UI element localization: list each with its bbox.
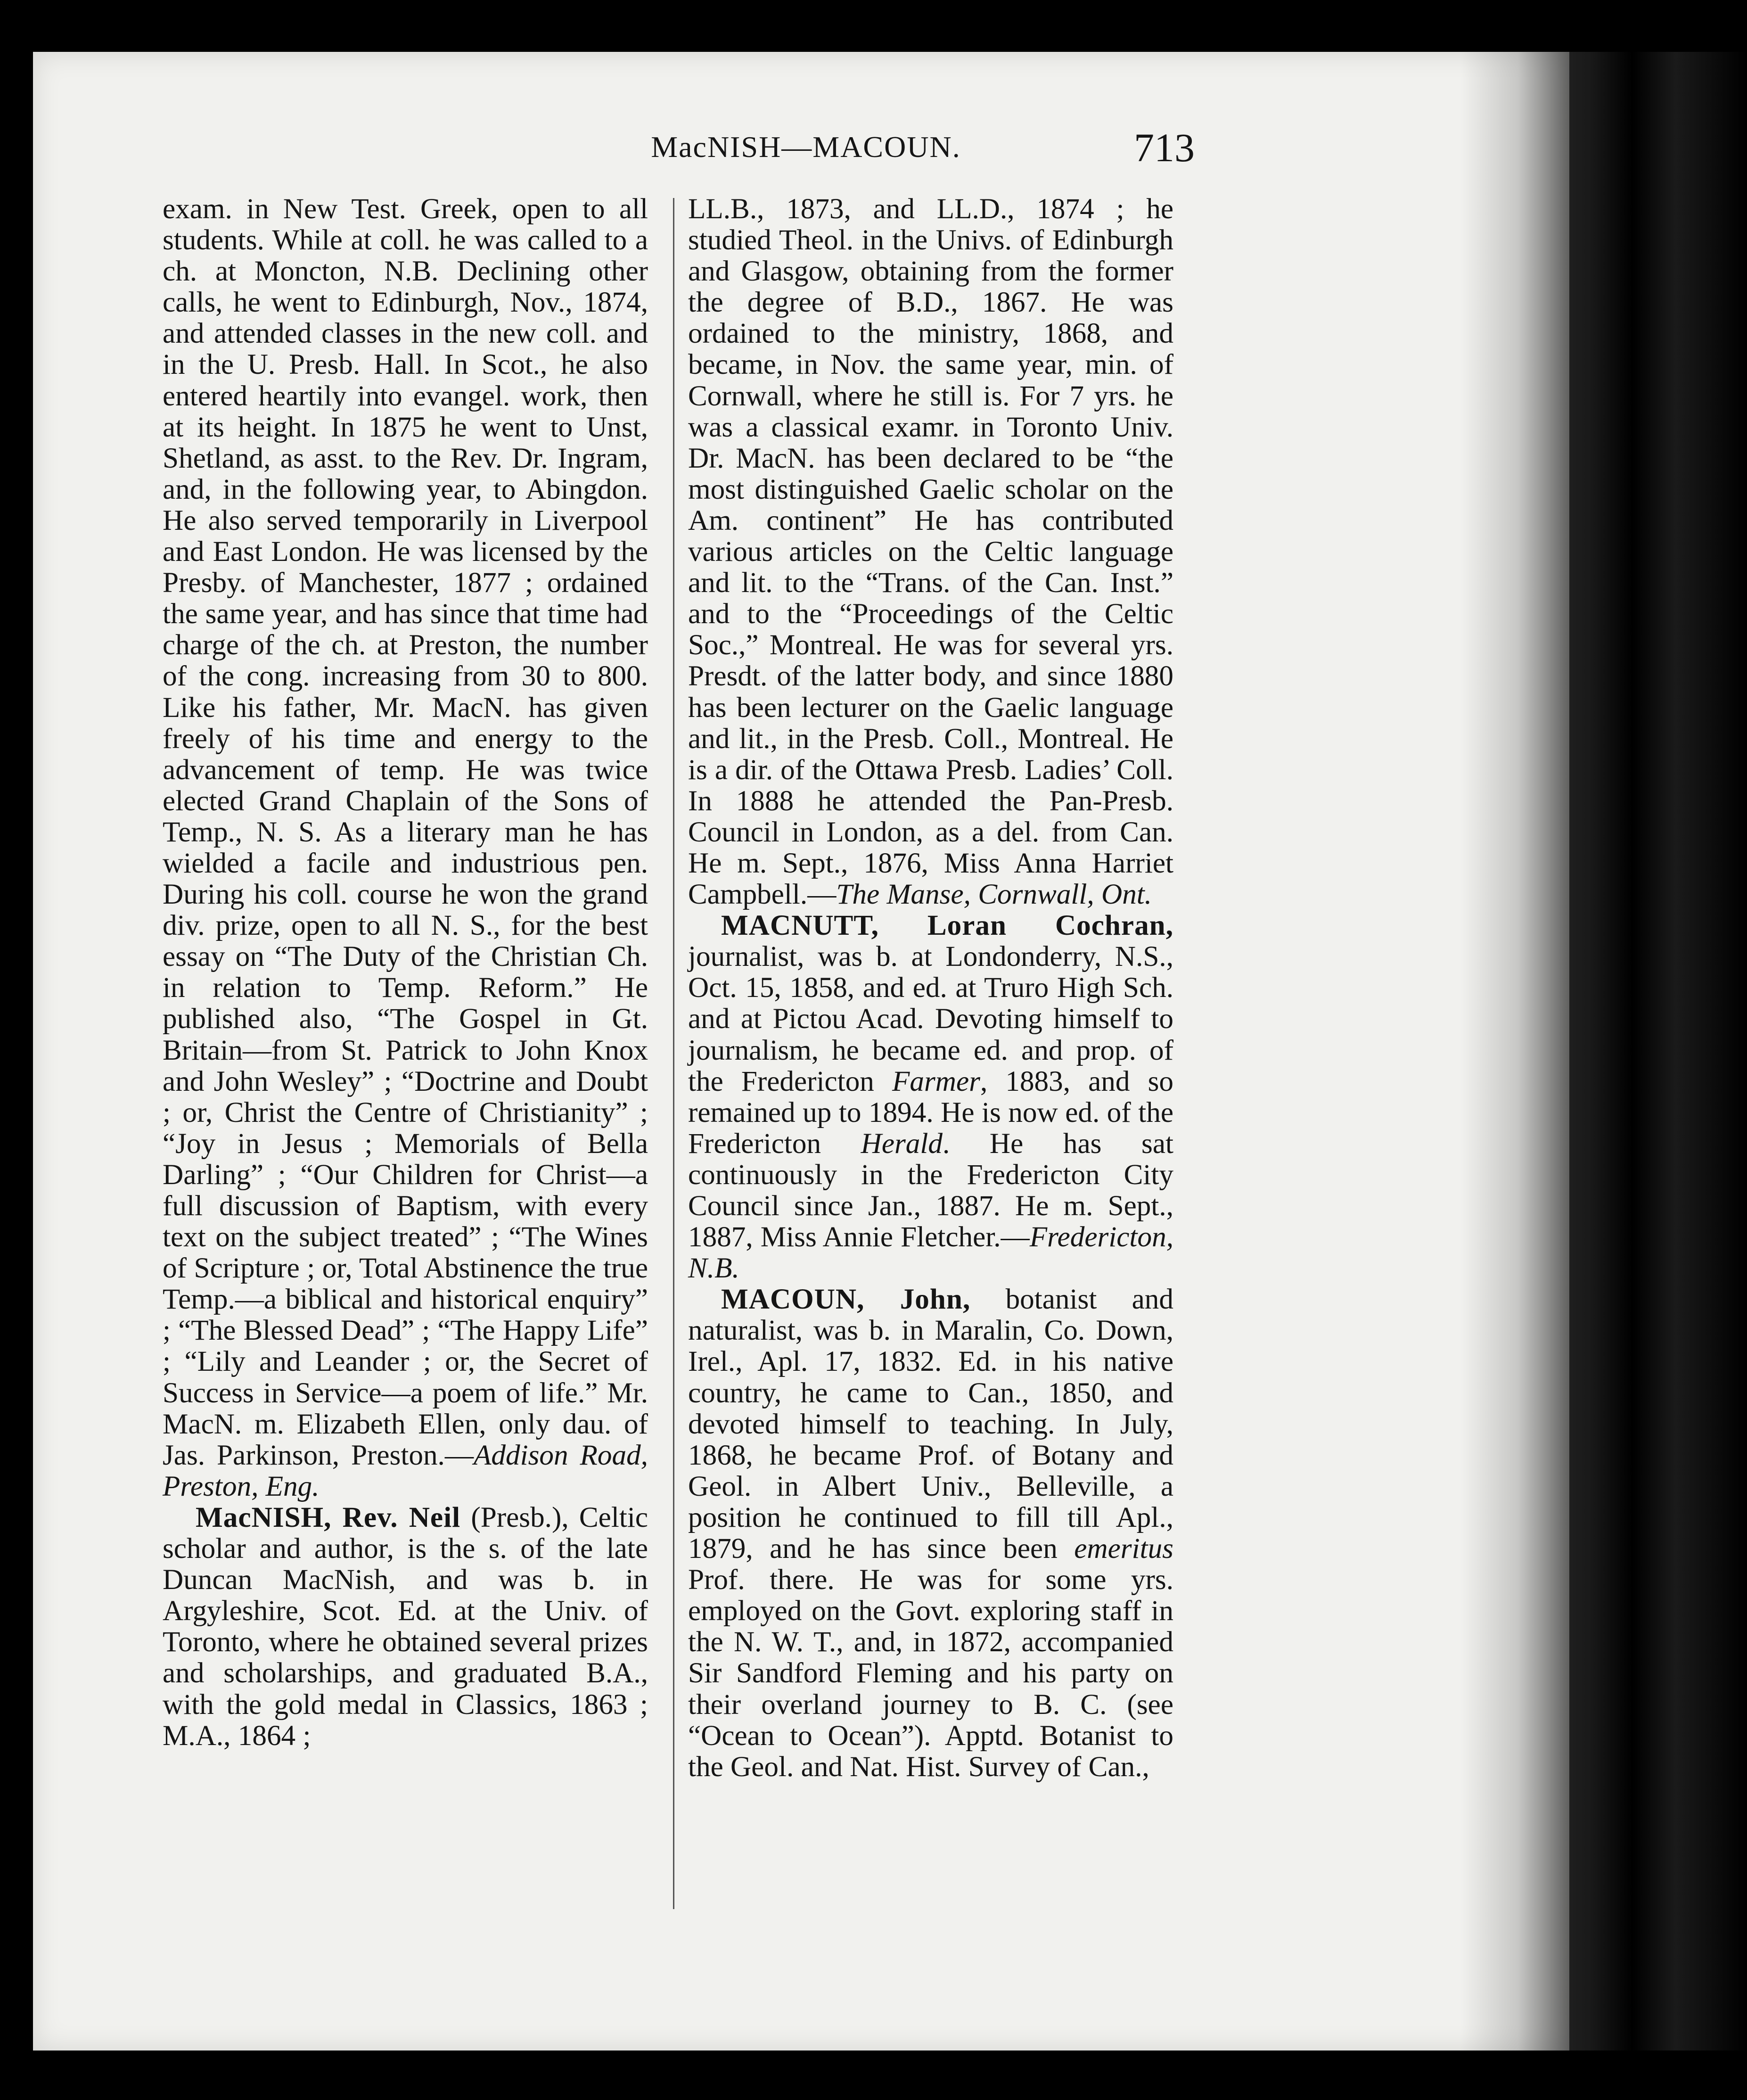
entry-name: MacNISH, Rev. Neil	[196, 1501, 461, 1533]
entry-text: Prof. there. He was for some yrs. employed on the Govt. exploring staff in the N. W. T., and, in 1872, accompanied Sir Sandford Fleming and his party on their overland journey to B. C. (see “Ocean to Ocean”). Apptd. Botanist to the Geol. and Nat. Hist. Survey of Can.,	[688, 1564, 1173, 1783]
entry-name: MACOUN, John,	[721, 1283, 971, 1316]
newspaper-title: Farmer	[892, 1065, 980, 1097]
left-column	[163, 193, 648, 1751]
entry-address: Fredericton, N.B.	[688, 1221, 1173, 1285]
entry-text: LL.B., 1873, and LL.D., 1874 ; he studied Theol. in the Univs. of Edinburgh and Glasgow, obtaining from the former the degree of B.D., 1867. He was ordained to the ministry, 1868, and became, in Nov. the same year, min. of Cornwall, where he still is. For 7 yrs. he was a classical examr. in Toronto Univ. Dr. MacN. has been declared to be “the most distinguished Gaelic scholar on the Am. continent” He has contributed various articles on the Celtic language and lit. to the “Trans. of the Can. Inst.” and to the “Proceedings of the Celtic Soc.,” Montreal. He was for several yrs. Presdt. of the latter body, and since 1880 has been lecturer on the Gaelic language and lit., in the Presb. Coll., Montreal. He is a dir. of the Ottawa Presb. Ladies’ Coll. In 1888 he attended the Pan-Presb. Council in London, as a del. from Can. He m. Sept., 1876, Miss Anna Harriet Campbell.—	[688, 193, 1173, 911]
entry-text: (Presb.), Celtic scholar and author, is the s. of the late Duncan MacNish, and was b. in Argyleshire, Scot. Ed. at the Univ. of Toronto, where he obtained several prizes and scholarships, and graduated B.A., with the gold medal in Classics, 1863 ; M.A., 1864 ;	[163, 1501, 648, 1752]
latin-term: emeritus	[1074, 1532, 1173, 1565]
scan-gutter-shadow	[1461, 52, 1747, 2051]
entry-address: The Manse, Cornwall, Ont.	[836, 878, 1152, 911]
entry-name: MACNUTT, Loran Cochran,	[721, 909, 1173, 942]
entry-macoun	[688, 1284, 1173, 1782]
newspaper-title: Herald	[861, 1127, 943, 1160]
entry-continuation	[688, 193, 1173, 910]
running-head: MacNISH—MACOUN.	[651, 130, 961, 164]
column-divider	[673, 198, 674, 1909]
entry-text: botanist and naturalist, was b. in Maralin, Co. Down, Irel., Apl. 17, 1832. Ed. in his native country, he came to Can., 1850, and devoted himself to teaching. In July, 1868, he became Prof. of Botany and Geol. in Albert Univ., Belleville, a position he continued to fill till Apl., 1879, and he has since been	[688, 1283, 1173, 1565]
entry-continuation	[163, 193, 648, 1502]
entry-address: Addison Road, Preston, Eng.	[163, 1439, 648, 1502]
right-column	[688, 193, 1173, 1782]
entry-macnutt	[688, 910, 1173, 1284]
entry-text: . He has sat continuously in the Fredericton City Council since Jan., 1887. He m. Sept., 1887, Miss Annie Fletcher.—	[688, 1127, 1173, 1253]
entry-macnish-neil	[163, 1502, 648, 1751]
page-header	[511, 125, 1195, 181]
entry-text: journalist, was b. at Londonderry, N.S., Oct. 15, 1858, and ed. at Truro High Sch. and at Pictou Acad. Devoting himself to journalism, he became ed. and prop. of the Fredericton	[688, 940, 1173, 1097]
page-number: 713	[1134, 125, 1195, 170]
entry-text: exam. in New Test. Greek, open to all students. While at coll. he was called to a ch. at Moncton, N.B. Declining other calls, he went to Edinburgh, Nov., 1874, and attended classes in the new coll. and in the U. Presb. Hall. In Scot., he also entered heartily into evangel. work, then at its height. In 1875 he went to Unst, Shetland, as asst. to the Rev. Dr. Ingram, and, in the following year, to Abingdon. He also served temporarily in Liverpool and East London. He was licensed by the Presby. of Manchester, 1877 ; ordained the same year, and has since that time had charge of the ch. at Preston, the number of the cong. increasing from 30 to 800. Like his father, Mr. MacN. has given freely of his time and energy to the advancement of temp. He was twice elected Grand Chaplain of the Sons of Temp., N. S. As a literary man he has wielded a facile and industrious pen. During his coll. course he won the grand div. prize, open to all N. S., for the best essay on “The Duty of the Christian Ch. in relation to Temp. Reform.” He published also, “The Gospel in Gt. Britain—from St. Patrick to John Knox and John Wesley” ; “Doctrine and Doubt ; or, Christ the Centre of Christianity” ; “Joy in Jesus ; Memorials of Bella Darling” ; “Our Children for Christ—a full discussion of Baptism, with every text on the subject treated” ; “The Wines of Scripture ; or, Total Abstinence the true Temp.—a biblical and historical enquiry” ; “The Blessed Dead” ; “The Happy Life” ; “Lily and Leander ; or, the Secret of Success in Service—a poem of life.” Mr. MacN. m. Elizabeth Ellen, only dau. of Jas. Parkinson, Preston.—	[163, 193, 648, 1471]
entry-text: , 1883, and so remained up to 1894. He is now ed. of the Fredericton	[688, 1065, 1173, 1160]
